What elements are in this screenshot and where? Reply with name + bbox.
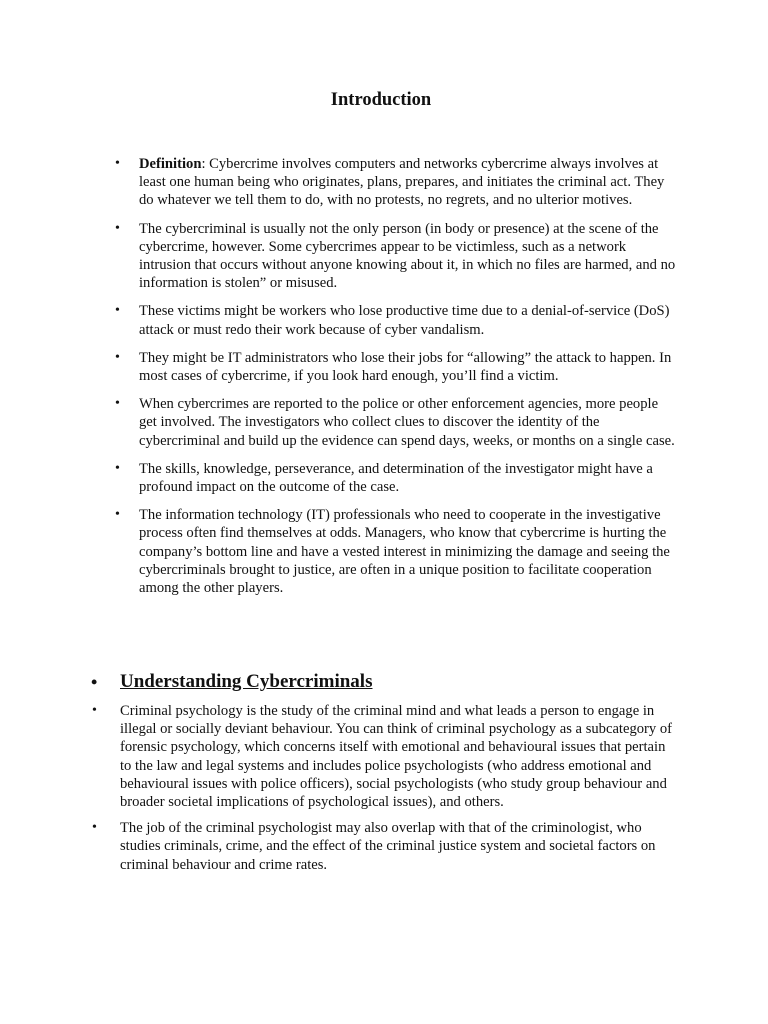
understanding-cybercriminals-section [91, 670, 680, 882]
list-item-text: The job of the criminal psychologist may also overlap with that of the criminologist, who studies criminals, crime, and the effect of the criminal justice system and societal factors on criminal behaviour and crime rates. [120, 820, 656, 873]
bullet-icon: • [92, 820, 97, 836]
list-item-text: The skills, knowledge, perseverance, and determination of the investigator might have a profound impact on the outcome of the case. [139, 460, 653, 496]
list-item-text: When cybercrimes are reported to the police or other enforcement agencies, more people get involved. The investigators who collect clues to discover the identity of the cybercriminal and build up the evidence can spend days, weeks, or months on a single case. [139, 396, 675, 449]
bullet-icon: • [115, 303, 120, 319]
list-item-definition [115, 155, 679, 210]
bullet-icon: • [91, 672, 98, 692]
section-heading [91, 670, 680, 694]
list-item [115, 506, 679, 597]
list-item [92, 702, 680, 811]
list-item [115, 460, 679, 496]
list-item [115, 395, 679, 450]
bullet-icon: • [115, 156, 120, 171]
list-item [115, 302, 679, 338]
list-item-text: These victims might be workers who lose productive time due to a denial-of-service (DoS) attack or must redo their work because of cyber vandalism. [139, 303, 670, 338]
list-item [92, 819, 680, 874]
bullet-icon: • [115, 349, 120, 365]
list-item-text: Criminal psychology is the study of the criminal mind and what leads a person to engage in illegal or socially deviant behaviour. You can think of criminal psychology as a subcategory of forensic psychology, which concerns itself with emotional and behavioural issues that pertain to the law and legal systems and includes police psychologists (who address emotional and behavioural issues with police officers), social psychologists (who study group behaviour and broader societal implications of psychological issues), and others. [120, 703, 673, 811]
bullet-icon: • [115, 507, 120, 523]
list-item-text: The cybercriminal is usually not the only person (in body or presence) at the scene of the cybercrime, however. Some cybercrimes appear to be victimless, such as a network intrusion that occurs without anyone knowing about it, in which no files are harmed, and no information is stolen” or misused. [139, 220, 676, 292]
list-item-text: : Cybercrime involves computers and networks cybercrime always involves at least one human being who originates, plans, prepares, and initiates the criminal act. They do whatever we tell them to do, with no protests, no regrets, and no ulterior motives. [139, 156, 665, 209]
intro-bullet-list [115, 155, 679, 607]
bullet-icon: • [115, 460, 120, 476]
section-bullet-list [92, 702, 680, 874]
list-item-text: The information technology (IT) professionals who need to cooperate in the investigative process often find themselves at odds. Managers, who know that cybercrime is hurting the company’s bottom line and have a vested interest in minimizing the damage and seeing the cybercriminals brought to justice, are often in a unique position to facilitate cooperation among the other players. [139, 507, 670, 597]
bullet-icon: • [115, 220, 120, 236]
definition-label: Definition [139, 156, 202, 172]
list-item [115, 220, 679, 293]
bullet-icon: • [115, 396, 120, 412]
section-heading-text: Understanding Cybercriminals [120, 671, 373, 692]
list-item [115, 349, 679, 385]
bullet-icon: • [92, 703, 97, 718]
list-item-text: They might be IT administrators who lose their jobs for “allowing” the attack to happen. In most cases of cybercrime, if you look hard enough, you’ll find a victim. [139, 349, 672, 385]
page-title: Introduction [330, 90, 432, 110]
